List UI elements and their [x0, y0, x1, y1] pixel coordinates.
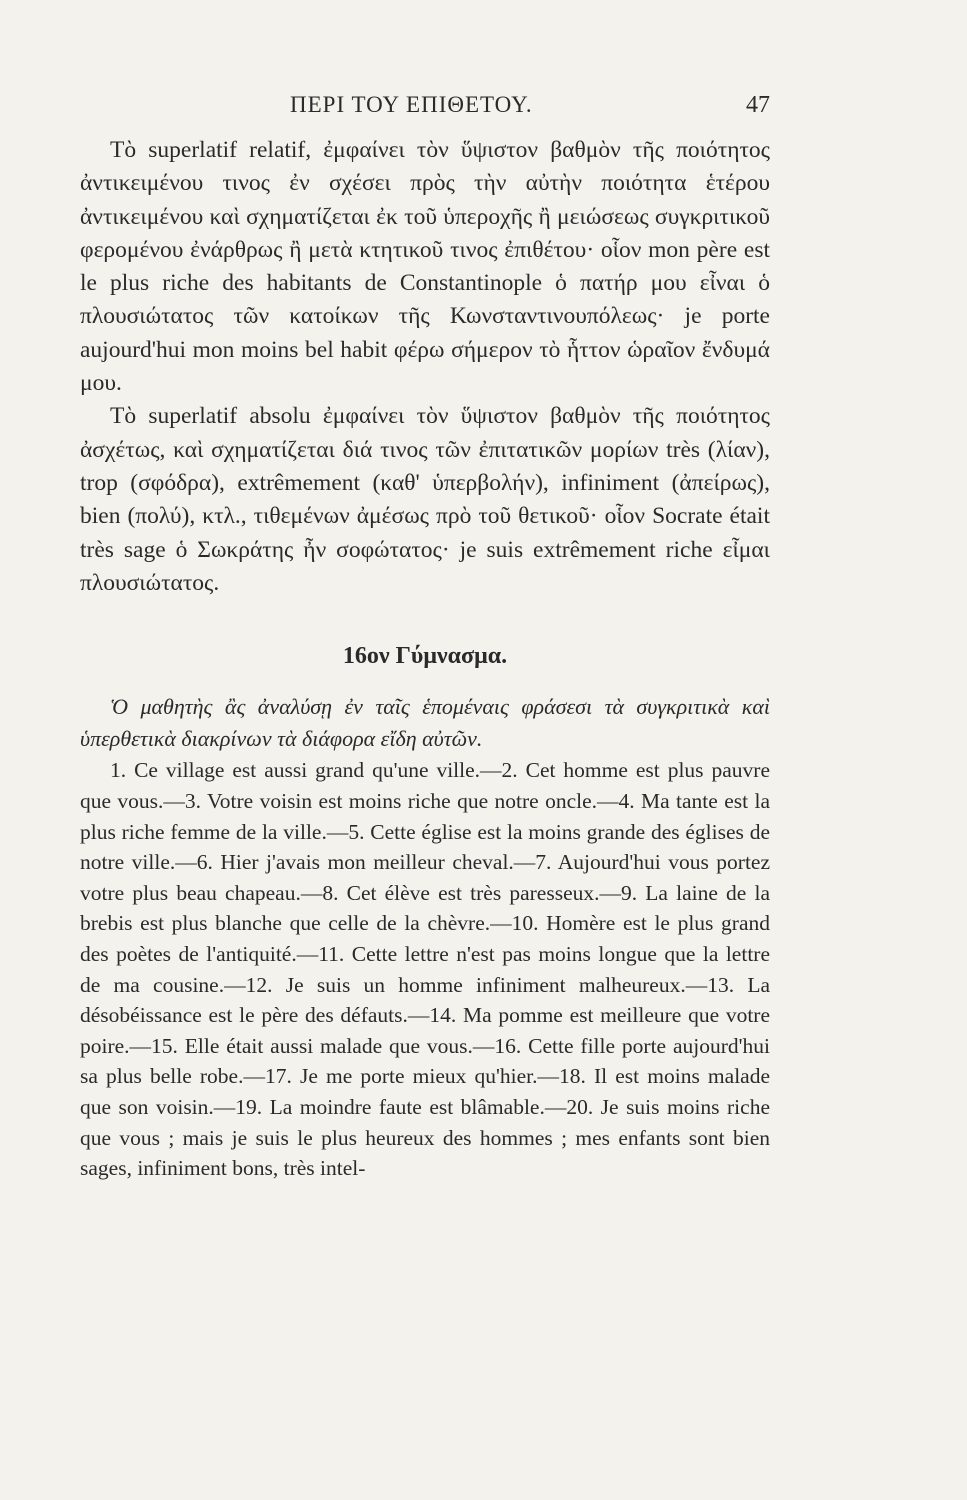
exercise-heading: 16ον Γύμνασμα.	[342, 643, 508, 670]
exercise-instruction: Ὁ μαθητὴς ἂς ἀναλύσῃ ἐν ταῖς ἑπομέναις φράσεσι τὰ συγκριτικὰ καὶ ὑπερθετικὰ διακρίνων τὰ διάφορα εἴδη αὐτῶν.	[80, 694, 770, 752]
running-title: ΠΕΡΙ ΤΟΥ ΕΠΙΘΕΤΟΥ.	[290, 92, 533, 117]
paragraph-superlatif-absolu: Τὸ superlatif absolu ἐμφαίνει τὸν ὕψιστον βαθμὸν τῆς ποιότητος ἀσχέτως, καὶ σχηματίζεται διά τινος τῶν ἐπιτατικῶν μορίων très (λίαν), trop (σφόδρα), extrêmement (καθ' ὑπερβολήν), infiniment (ἀπείρως), bien (πολύ), κτλ., τιθεμένων ἀμέσως πρὸ τοῦ θετικοῦ· οἷον Socrate était très sage ὁ Σωκράτης ἦν σοφώτατος· je suis extrêmement riche εἶμαι πλουσιώτατος.	[80, 403, 770, 596]
page-body	[80, 134, 770, 1184]
exercise-sentences: 1. Ce village est aussi grand qu'une ville.—2. Cet homme est plus pauvre que vous.—3. Votre voisin est moins riche que notre oncle.—4. Ma tante est la plus riche femme de la ville.—5. Cette église est la moins grande des églises de notre ville.—6. Hier j'avais mon meilleur cheval.—7. Aujourd'hui vous portez votre plus beau chapeau.—8. Cet élève est très paresseux.—9. La laine de la brebis est plus blanche que celle de la chèvre.—10. Homère est le plus grand des poètes de l'antiquité.—11. Cette lettre n'est pas moins longue que la lettre de ma cousine.—12. Je suis un homme infiniment malheureux.—13. La désobéissance est le père des défauts.—14. Ma pomme est meilleure que votre poire.—15. Elle était aussi malade que vous.—16. Cette fille porte aujourd'hui sa plus belle robe.—17. Je me porte mieux qu'hier.—18. Il est moins malade que son voisin.—19. La moindre faute est blâmable.—20. Je suis moins riche que vous ; mais je suis le plus heureux des hommes ; mes enfants sont bien sages, infiniment bons, très intel-	[80, 758, 770, 1181]
page-header	[80, 92, 770, 128]
paragraph-superlatif-relatif: Τὸ superlatif relatif, ἐμφαίνει τὸν ὕψιστον βαθμὸν τῆς ποιότητος ἀντικειμένου τινος ἐν σχέσει πρὸς τὴν αὐτὴν ποιότητα ἑτέρου ἀντικειμένου καὶ σχηματίζεται ἐκ τοῦ ὑπεροχῆς ἢ μειώσεως συγκριτικοῦ φερομένου ἐνάρθρως ἢ μετὰ κτητικοῦ τινος ἐπιθέτου· οἷον mon père est le plus riche des habitants de Constantinople ὁ πατήρ μου εἶναι ὁ πλουσιώτατος τῶν κατοίκων τῆς Κωνσταντινουπόλεως· je porte aujourd'hui mon moins bel habit φέρω σήμερον τὸ ἧττον ὡραῖον ἔνδυμά μου.	[80, 137, 770, 397]
page-number: 47	[746, 92, 770, 118]
